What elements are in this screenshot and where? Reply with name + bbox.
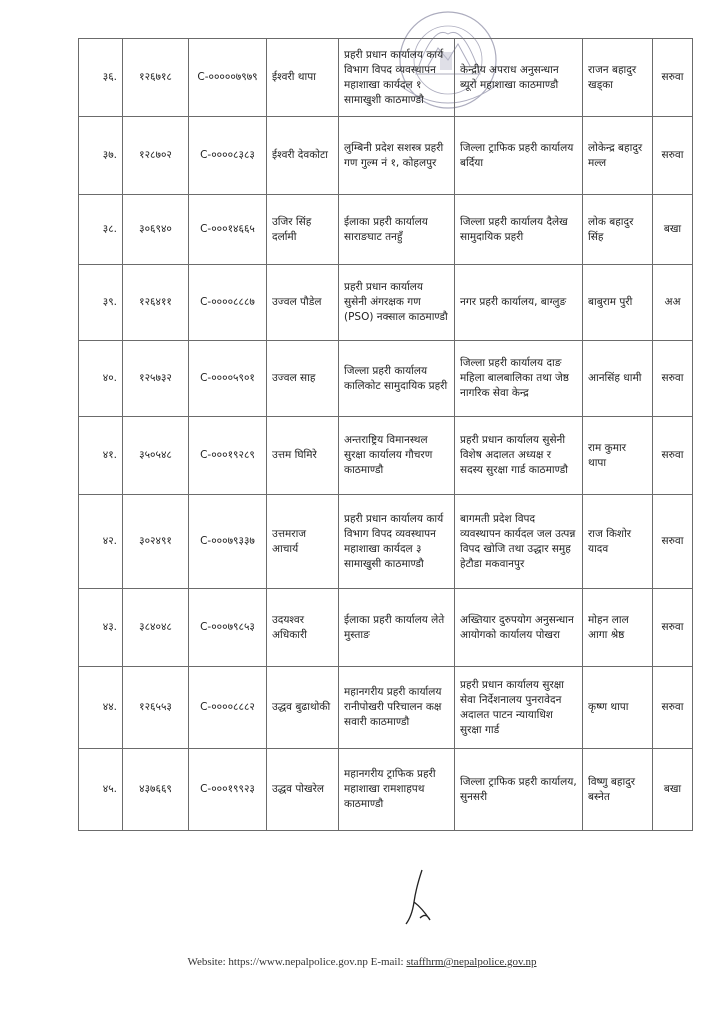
row-approver: राजन बहादुर खड्का: [583, 39, 653, 117]
footer-contact: [0, 956, 724, 968]
row-approver: राम कुमार थापा: [583, 417, 653, 495]
table-row: [79, 495, 693, 589]
row-serial-number: ४४.: [79, 667, 123, 749]
row-new-office: प्रहरी प्रधान कार्यालय सुसेनी विशेष अदालत अध्यक्ष र सदस्य सुरक्षा गार्ड काठमाण्डौ: [455, 417, 583, 495]
row-name: ईश्वरी देवकोटा: [267, 117, 339, 195]
row-approver: बाबुराम पुरी: [583, 265, 653, 341]
row-new-office: केन्द्रीय अपराध अनुसन्धान ब्यूरो महाशाखा काठमाण्डौ: [455, 39, 583, 117]
row-current-office: ईलाका प्रहरी कार्यालय साराङघाट तनहुँ: [339, 195, 455, 265]
row-approver: मोहन लाल आगा श्रेष्ठ: [583, 589, 653, 667]
row-name: ईश्वरी थापा: [267, 39, 339, 117]
row-name: उद्धव बुढाथोकी: [267, 667, 339, 749]
row-employee-id: १२५७३२: [123, 341, 189, 417]
row-new-office: अख्तियार दुरुपयोग अनुसन्धान आयोगको कार्यालय पोखरा: [455, 589, 583, 667]
row-employee-id: १२६५५३: [123, 667, 189, 749]
website-link[interactable]: https://www.nepalpolice.gov.np: [228, 956, 368, 968]
row-status: सरुवा: [653, 495, 693, 589]
signature-image: [400, 868, 436, 926]
row-new-office: नगर प्रहरी कार्यालय, बाग्लुङ: [455, 265, 583, 341]
row-name: उज्वल साह: [267, 341, 339, 417]
row-approver: आनसिंह धामी: [583, 341, 653, 417]
row-code: C-०००१९९२३: [189, 749, 267, 831]
table-row: [79, 195, 693, 265]
table-row: [79, 417, 693, 495]
row-status: सरुवा: [653, 589, 693, 667]
row-current-office: प्रहरी प्रधान कार्यालय कार्य विभाग विपद व्यवस्थापन महाशाखा कार्यदल ३ सामाखुसी काठमाण्डौ: [339, 495, 455, 589]
row-approver: लोकेन्द्र बहादुर मल्ल: [583, 117, 653, 195]
row-new-office: जिल्ला प्रहरी कार्यालय दैलेख सामुदायिक प्रहरी: [455, 195, 583, 265]
row-status: सरुवा: [653, 341, 693, 417]
row-status: सरुवा: [653, 39, 693, 117]
table-row: [79, 341, 693, 417]
row-current-office: ईलाका प्रहरी कार्यालय लेते मुस्ताङ: [339, 589, 455, 667]
row-code: C-०००१९२८९: [189, 417, 267, 495]
row-status: सरुवा: [653, 667, 693, 749]
row-employee-id: ३८४०४८: [123, 589, 189, 667]
row-status: अअ: [653, 265, 693, 341]
row-code: C-०००१४६६५: [189, 195, 267, 265]
row-employee-id: ३५०५४८: [123, 417, 189, 495]
row-status: बखा: [653, 749, 693, 831]
row-code: C-००००५९०१: [189, 341, 267, 417]
email-label: E-mail:: [370, 956, 404, 968]
row-code: C-०००७९८५३: [189, 589, 267, 667]
row-approver: राज किशोर यादव: [583, 495, 653, 589]
row-employee-id: १२८७०२: [123, 117, 189, 195]
row-current-office: प्रहरी प्रधान कार्यालय सुसेनी अंगरक्षक गण (PSO) नक्साल काठमाण्डौ: [339, 265, 455, 341]
row-current-office: अन्तराष्ट्रिय विमानस्थल सुरक्षा कार्यालय गौचरण काठमाण्डौ: [339, 417, 455, 495]
table-row: [79, 589, 693, 667]
row-current-office: महानगरीय ट्राफिक प्रहरी महाशाखा रामशाहपथ काठमाण्डौ: [339, 749, 455, 831]
row-current-office: प्रहरी प्रधान कार्यालय कार्य विभाग विपद व्यवस्थापन महाशाखा कार्यदल १ सामाखुशी काठमाण्डौ: [339, 39, 455, 117]
row-code: C-०००७९३३७: [189, 495, 267, 589]
row-serial-number: ३९.: [79, 265, 123, 341]
row-serial-number: ३६.: [79, 39, 123, 117]
row-employee-id: ३०६९४०: [123, 195, 189, 265]
row-serial-number: ४१.: [79, 417, 123, 495]
row-new-office: प्रहरी प्रधान कार्यालय सुरक्षा सेवा निर्देशनालय पुनरावेदन अदालत पाटन न्यायाधिश सुरक्षा गार्ड: [455, 667, 583, 749]
row-approver: कृष्ण थापा: [583, 667, 653, 749]
transfer-roster-table: [78, 38, 693, 831]
row-employee-id: १२६७१८: [123, 39, 189, 117]
row-current-office: जिल्ला प्रहरी कार्यालय कालिकोट सामुदायिक प्रहरी: [339, 341, 455, 417]
row-status: सरुवा: [653, 117, 693, 195]
row-employee-id: ४३७६६९: [123, 749, 189, 831]
row-code: C-००००८३८३: [189, 117, 267, 195]
row-serial-number: ४५.: [79, 749, 123, 831]
row-employee-id: १२६४११: [123, 265, 189, 341]
row-new-office: जिल्ला प्रहरी कार्यालय दाङ महिला बालबालिका तथा जेष्ठ नागरिक सेवा केन्द्र: [455, 341, 583, 417]
row-code: C-००००८८८७: [189, 265, 267, 341]
row-serial-number: ४०.: [79, 341, 123, 417]
row-name: उज्वल पौडेल: [267, 265, 339, 341]
table-row: [79, 117, 693, 195]
table-row: [79, 265, 693, 341]
row-code: C-००००८८८२: [189, 667, 267, 749]
row-current-office: महानगरीय प्रहरी कार्यालय रानीपोखरी परिचालन कक्ष सवारी काठमाण्डौ: [339, 667, 455, 749]
row-new-office: जिल्ला ट्राफिक प्रहरी कार्यालय बर्दिया: [455, 117, 583, 195]
email-link[interactable]: staffhrm@nepalpolice.gov.np: [406, 956, 537, 968]
row-serial-number: ४३.: [79, 589, 123, 667]
row-new-office: जिल्ला ट्राफिक प्रहरी कार्यालय, सुनसरी: [455, 749, 583, 831]
row-status: सरुवा: [653, 417, 693, 495]
table-row: [79, 749, 693, 831]
row-name: उद्धव पोखरेल: [267, 749, 339, 831]
row-name: उदयश्वर अधिकारी: [267, 589, 339, 667]
row-serial-number: ३७.: [79, 117, 123, 195]
row-current-office: लुम्बिनी प्रदेश सशस्त्र प्रहरी गण गुल्म नं १, कोहलपुर: [339, 117, 455, 195]
row-approver: लोक बहादुर सिंह: [583, 195, 653, 265]
row-serial-number: ३८.: [79, 195, 123, 265]
row-employee-id: ३०२४९१: [123, 495, 189, 589]
row-code: C-०००००७९७९: [189, 39, 267, 117]
row-approver: विष्णु बहादुर बस्नेत: [583, 749, 653, 831]
table-row: [79, 39, 693, 117]
row-name: उजिर सिंह दर्लामी: [267, 195, 339, 265]
website-label: Website:: [187, 956, 226, 968]
row-new-office: बागमती प्रदेश विपद व्यवस्थापन कार्यदल जल उत्पन्न विपद खोजि तथा उद्धार समुह हेटौडा मकवानपुर: [455, 495, 583, 589]
table-row: [79, 667, 693, 749]
row-name: उत्तम घिमिरे: [267, 417, 339, 495]
row-status: बखा: [653, 195, 693, 265]
row-name: उत्तमराज आचार्य: [267, 495, 339, 589]
row-serial-number: ४२.: [79, 495, 123, 589]
